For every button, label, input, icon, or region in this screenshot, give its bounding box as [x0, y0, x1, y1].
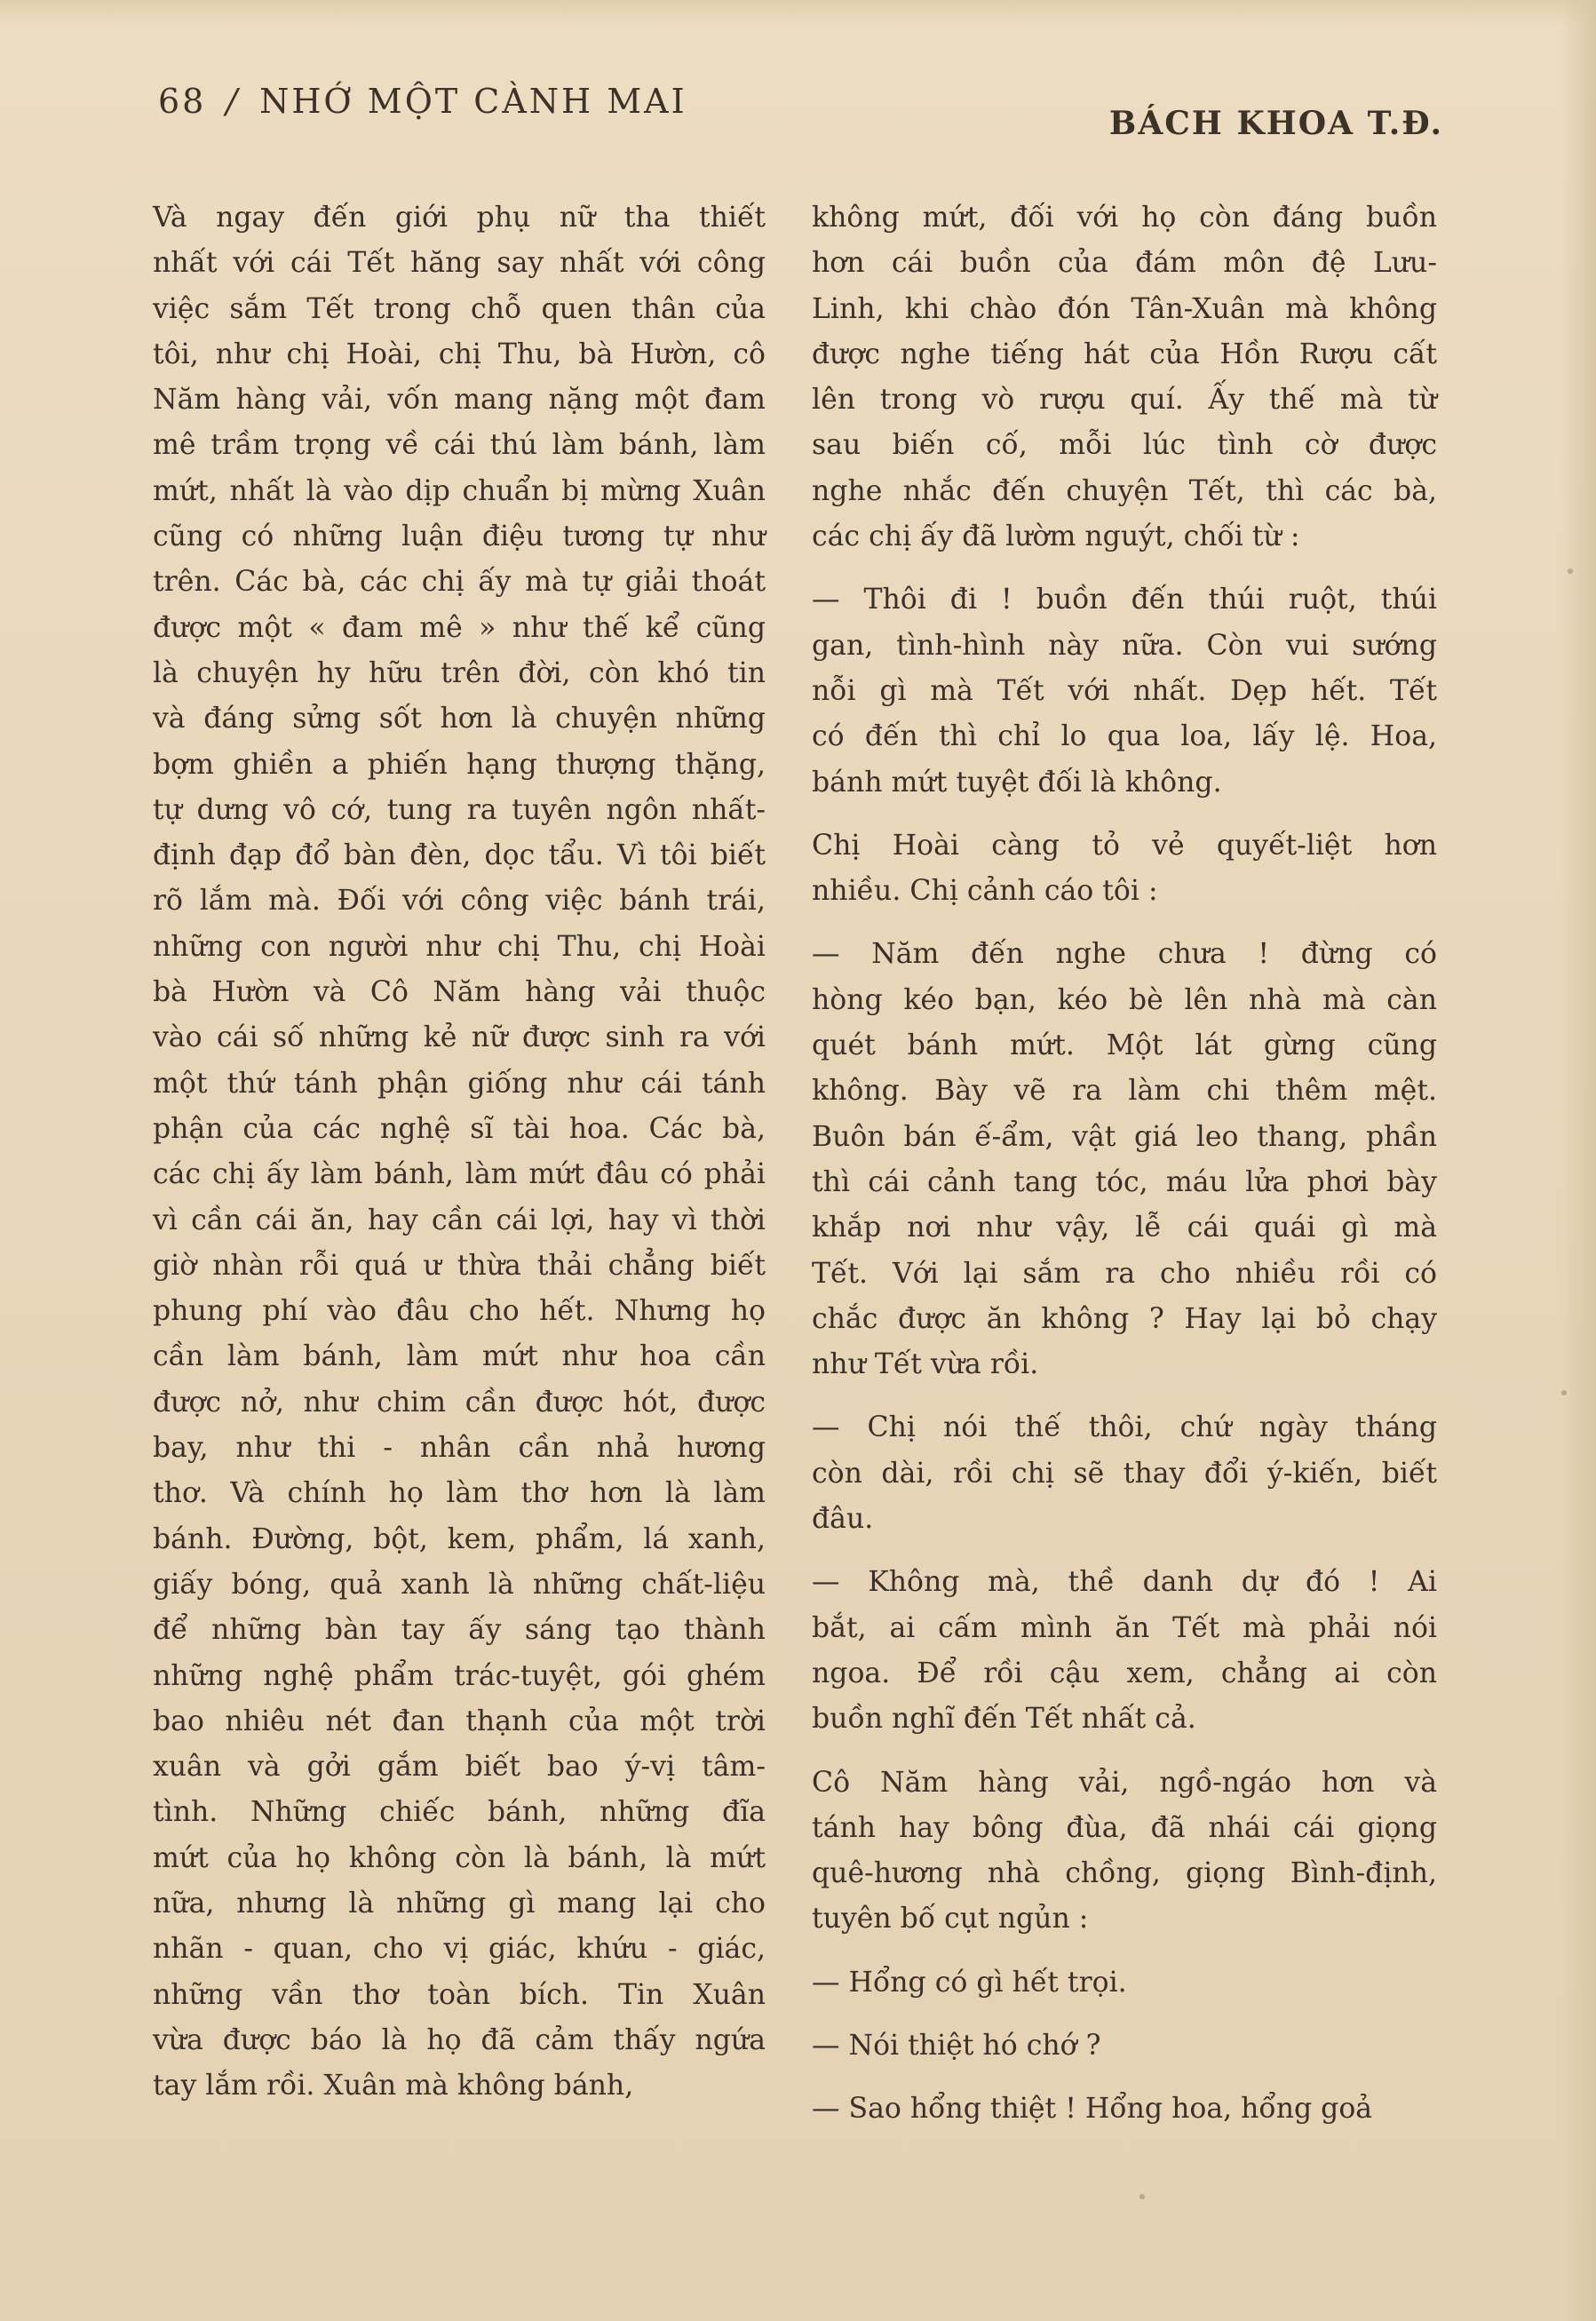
- text-line: và đáng sửng sốt hơn là chuyện những: [153, 703, 766, 735]
- text-line: mứt của họ không còn là bánh, là mứt: [153, 1841, 766, 1874]
- text-line: vì cần cái ăn, hay cần cái lợi, hay vì thời: [153, 1204, 766, 1236]
- text-line: xuân và gởi gắm biết bao ý-vị tâm-: [153, 1751, 766, 1784]
- paragraph: [153, 195, 766, 2109]
- left-text-column: [153, 195, 766, 2109]
- text-line: hòng kéo bạn, kéo bè lên nhà mà càn: [812, 983, 1437, 1016]
- text-line: — Thôi đi ! buồn đến thúi ruột, thúi: [812, 584, 1437, 616]
- text-line: mứt, nhất là vào dịp chuẩn bị mừng Xuân: [153, 474, 766, 507]
- text-line: một thứ tánh phận giống như cái tánh: [153, 1067, 766, 1100]
- paragraph: [812, 1405, 1437, 1542]
- text-line: bợm ghiền a phiến hạng thượng thặng,: [153, 748, 766, 781]
- text-line: các chị ấy làm bánh, làm mứt đâu có phải: [153, 1158, 766, 1191]
- text-line: phận của các nghệ sĩ tài hoa. Các bà,: [153, 1112, 766, 1145]
- page-right-edge: [1560, 0, 1596, 2321]
- text-line: chắc được ăn không ? Hay lại bỏ chạy: [812, 1302, 1437, 1335]
- text-line: Chị Hoài càng tỏ vẻ quyết-liệt hơn: [812, 829, 1437, 862]
- paragraph: [812, 1560, 1437, 1742]
- paragraph-gap: [812, 914, 1437, 932]
- text-line: định đạp đổ bàn đèn, dọc tẩu. Vì tôi biết: [153, 839, 766, 872]
- text-line: vào cái số những kẻ nữ được sinh ra với: [153, 1021, 766, 1054]
- text-line: được một « đam mê » như thế kể cũng: [153, 611, 766, 644]
- text-line: nghe nhắc đến chuyện Tết, thì các bà,: [812, 474, 1437, 507]
- text-line: hơn cái buồn của đám môn đệ Lưu-: [812, 247, 1437, 280]
- text-line: rõ lắm mà. Đối với công việc bánh trái,: [153, 885, 766, 918]
- text-line: những vần thơ toàn bích. Tin Xuân: [153, 1978, 766, 2011]
- paragraph-gap: [812, 1943, 1437, 1960]
- text-line: bánh. Đường, bột, kem, phẩm, lá xanh,: [153, 1522, 766, 1555]
- text-line: quét bánh mứt. Một lát gừng cũng: [812, 1029, 1437, 1062]
- text-line: thơ. Và chính họ làm thơ hơn là làm: [153, 1477, 766, 1510]
- text-line: ngoa. Để rồi cậu xem, chẳng ai còn: [812, 1657, 1437, 1689]
- article-title: NHỚ MỘT CÀNH MAI: [259, 82, 687, 121]
- text-line: Buôn bán ế-ẩm, vật giá leo thang, phần: [812, 1120, 1437, 1153]
- text-line: Cô Năm hàng vải, ngồ-ngáo hơn và: [812, 1766, 1437, 1799]
- paragraph-gap: [812, 560, 1437, 577]
- text-line: nỗi gì mà Tết với nhất. Dẹp hết. Tết: [812, 674, 1437, 707]
- text-line: các chị ấy đã lườm nguýt, chối từ :: [812, 521, 1300, 553]
- paragraph: [812, 823, 1437, 915]
- text-line: cần làm bánh, làm mứt như hoa cần: [153, 1340, 766, 1373]
- text-line: tánh hay bông đùa, đã nhái cái giọng: [812, 1811, 1437, 1844]
- paragraph: [812, 195, 1437, 560]
- paragraph: [812, 1761, 1437, 1943]
- text-line: những nghệ phẩm trác-tuyệt, gói ghém: [153, 1659, 766, 1692]
- running-header-left: [158, 82, 687, 121]
- text-line: khắp nơi như vậy, lễ cái quái gì mà: [812, 1212, 1437, 1244]
- paper-speck: [1568, 568, 1573, 574]
- text-line: Linh, khi chào đón Tân-Xuân mà không: [812, 292, 1437, 325]
- text-line: lên trong vò rượu quí. Ấy thế mà từ: [812, 384, 1437, 417]
- text-line: — Chị nói thế thôi, chứ ngày tháng: [812, 1411, 1437, 1444]
- text-line: không mứt, đối với họ còn đáng buồn: [812, 202, 1437, 234]
- text-line: cũng có những luận điệu tương tự như: [153, 521, 766, 553]
- text-line: đâu.: [812, 1503, 874, 1536]
- paper-speck: [1561, 1390, 1567, 1395]
- text-line: để những bàn tay ấy sáng tạo thành: [153, 1614, 766, 1647]
- text-line: giờ nhàn rỗi quá ư thừa thải chẳng biết: [153, 1249, 766, 1282]
- text-line: sau biến cố, mỗi lúc tình cờ được: [812, 429, 1437, 462]
- paragraph: [812, 2023, 1437, 2069]
- text-line: — Nói thiệt hó chớ ?: [812, 2029, 1101, 2062]
- paper-speck: [1139, 2194, 1145, 2199]
- text-line: nữa, nhưng là những gì mang lại cho: [153, 1887, 766, 1920]
- text-line: buồn nghĩ đến Tết nhất cả.: [812, 1703, 1196, 1736]
- text-line: phung phí vào đâu cho hết. Nhưng họ: [153, 1295, 766, 1328]
- text-line: việc sắm Tết trong chỗ quen thân của: [153, 292, 766, 325]
- text-line: tuyên bố cụt ngủn :: [812, 1903, 1089, 1935]
- text-line: tay lắm rồi. Xuân mà không bánh,: [153, 2070, 634, 2102]
- text-line: được nở, như chim cần được hót, được: [153, 1386, 766, 1419]
- text-line: bao nhiêu nét đan thạnh của một trời: [153, 1705, 766, 1737]
- right-text-column: [812, 195, 1437, 2133]
- text-line: trên. Các bà, các chị ấy mà tự giải thoát: [153, 566, 766, 599]
- paragraph: [812, 932, 1437, 1387]
- paragraph-gap: [812, 2069, 1437, 2087]
- text-line: nhất với cái Tết hăng say nhất với công: [153, 247, 766, 280]
- text-line: vừa được báo là họ đã cảm thấy ngứa: [153, 2023, 766, 2056]
- text-line: bánh mứt tuyệt đối là không.: [812, 766, 1222, 799]
- text-line: — Năm đến nghe chưa ! đừng có: [812, 938, 1437, 971]
- text-line: Năm hàng vải, vốn mang nặng một đam: [153, 384, 766, 417]
- text-line: quê-hương nhà chồng, giọng Bình-định,: [812, 1857, 1437, 1890]
- text-line: thì cái cảnh tang tóc, máu lửa phơi bày: [812, 1165, 1437, 1198]
- text-line: nhiều. Chị cảnh cáo tôi :: [812, 875, 1158, 908]
- paragraph-gap: [812, 1743, 1437, 1761]
- text-line: bay, như thi - nhân cần nhả hương: [153, 1432, 766, 1465]
- page-number: 68: [158, 82, 207, 121]
- text-line: — Không mà, thề danh dự đó ! Ai: [812, 1566, 1437, 1599]
- header-separator: /: [226, 82, 241, 121]
- paragraph-gap: [812, 806, 1437, 823]
- text-line: như Tết vừa rồi.: [812, 1348, 1039, 1381]
- text-line: tôi, như chị Hoài, chị Thu, bà Hườn, cô: [153, 338, 766, 370]
- text-line: nhãn - quan, cho vị giác, khứu - giác,: [153, 1933, 766, 1966]
- paragraph-gap: [812, 1542, 1437, 1560]
- text-line: không. Bày vẽ ra làm chi thêm mệt.: [812, 1075, 1437, 1108]
- paragraph: [812, 2087, 1437, 2132]
- text-line: gan, tình-hình này nữa. Còn vui sướng: [812, 629, 1437, 662]
- text-line: Và ngay đến giới phụ nữ tha thiết: [153, 202, 766, 234]
- text-line: những con người như chị Thu, chị Hoài: [153, 930, 766, 963]
- text-line: tự dưng vô cớ, tung ra tuyên ngôn nhất-: [153, 793, 766, 826]
- text-line: được nghe tiếng hát của Hồn Rượu cất: [812, 338, 1437, 370]
- publication-name: BÁCH KHOA T.Đ.: [1108, 105, 1443, 142]
- text-line: mê trầm trọng về cái thú làm bánh, làm: [153, 429, 766, 462]
- text-line: giấy bóng, quả xanh là những chất-liệu: [153, 1568, 766, 1601]
- text-line: là chuyện hy hữu trên đời, còn khó tin: [153, 656, 766, 689]
- text-line: — Sao hổng thiệt ! Hổng hoa, hổng goả: [812, 2093, 1373, 2126]
- text-line: bà Hườn và Cô Năm hàng vải thuộc: [153, 976, 766, 1009]
- text-line: tình. Những chiếc bánh, những đĩa: [153, 1796, 766, 1829]
- text-line: có đến thì chỉ lo qua loa, lấy lệ. Hoa,: [812, 720, 1437, 753]
- page-top-edge: [0, 0, 1596, 27]
- paragraph: [812, 577, 1437, 805]
- text-line: còn dài, rồi chị sẽ thay đổi ý-kiến, biết: [812, 1457, 1437, 1490]
- text-line: — Hổng có gì hết trọi.: [812, 1966, 1127, 1999]
- paragraph-gap: [812, 1387, 1437, 1405]
- paragraph: [812, 1960, 1437, 2006]
- text-line: bắt, ai cấm mình ăn Tết mà phải nói: [812, 1611, 1437, 1644]
- text-line: Tết. Với lại sắm ra cho nhiều rồi có: [812, 1257, 1437, 1290]
- paragraph-gap: [812, 2006, 1437, 2023]
